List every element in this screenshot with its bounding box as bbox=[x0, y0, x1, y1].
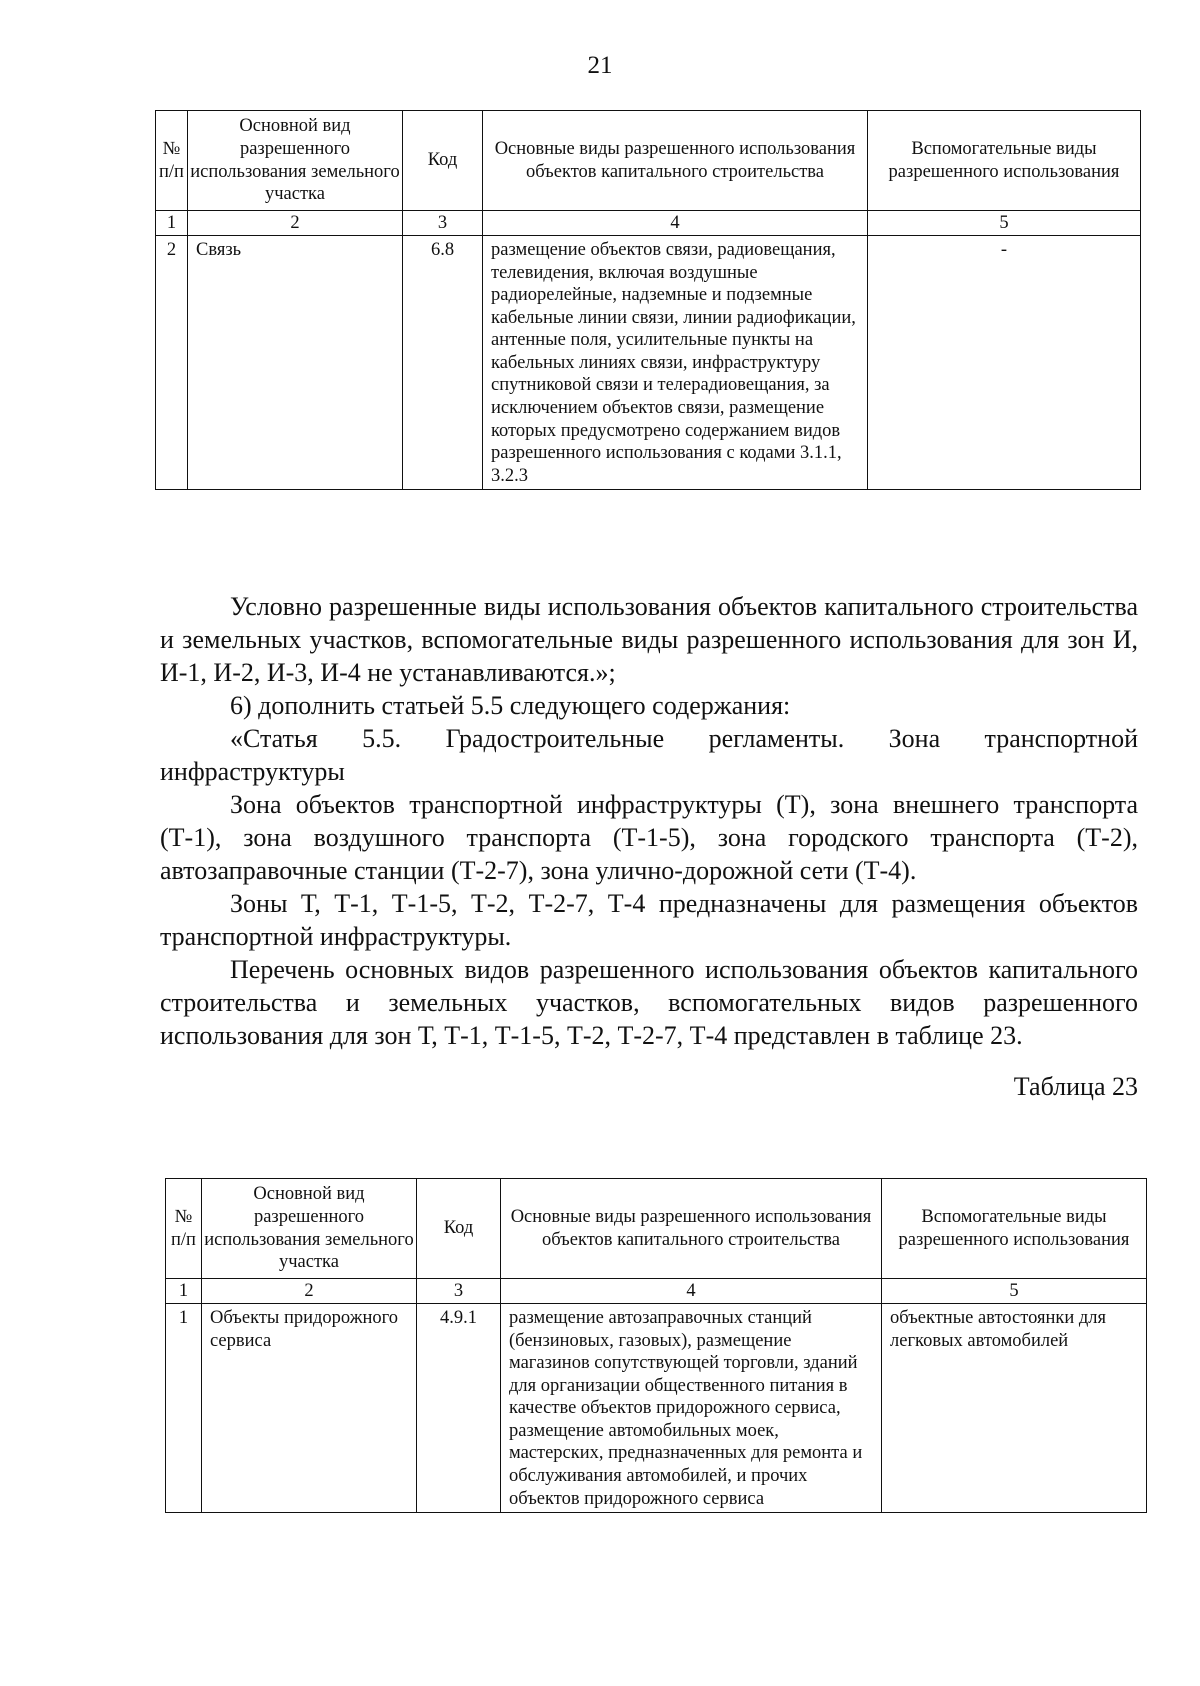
body-text bbox=[160, 590, 1138, 1103]
column-number-row bbox=[166, 1279, 1147, 1304]
column-number: 1 bbox=[156, 211, 188, 236]
header-auxiliary: Вспомогательные виды разрешенного использования bbox=[882, 1179, 1147, 1279]
column-number: 2 bbox=[188, 211, 403, 236]
table-row bbox=[166, 1304, 1147, 1513]
row-auxiliary: объектные автостоянки для легковых автомобилей bbox=[882, 1304, 1147, 1513]
row-code: 6.8 bbox=[403, 236, 483, 490]
row-auxiliary: - bbox=[868, 236, 1141, 490]
header-code: Код bbox=[417, 1179, 501, 1279]
regulation-table-continued bbox=[155, 110, 1141, 490]
header-capital-use: Основные виды разрешенного использования объектов капитального строительства bbox=[501, 1179, 882, 1279]
row-capital-use: размещение объектов связи, радиовещания, телевидения, включая воздушные радиорелейные, надземные и подземные кабельные линии связи, линии радиофикации, антенные поля, усилительные пункты на кабельных линиях связи, инфраструктуру спутниковой связи и телерадиовещания, за исключением объектов связи, размещение которых предусмотрено содержанием видов разрешенного использования с кодами 3.1.1, 3.2.3 bbox=[483, 236, 868, 490]
paragraph: Условно разрешенные виды использования объектов капитального строительства и земельных участков, вспомогательные виды разрешенного использования для зон И, И-1, И-2, И-3, И-4 не устанавливаются.»; bbox=[160, 592, 1138, 687]
header-capital-use: Основные виды разрешенного использования объектов капитального строительства bbox=[483, 111, 868, 211]
row-land-use: Связь bbox=[188, 236, 403, 490]
paragraph: 6) дополнить статьей 5.5 следующего содержания: bbox=[230, 691, 791, 720]
column-number: 1 bbox=[166, 1279, 202, 1304]
column-number: 2 bbox=[202, 1279, 417, 1304]
table-header-row bbox=[156, 111, 1141, 211]
header-code: Код bbox=[403, 111, 483, 211]
column-number-row bbox=[156, 211, 1141, 236]
header-num: № п/п bbox=[166, 1179, 202, 1279]
article-heading: «Статья 5.5. Градостроительные регламенты. Зона транспортной инфраструктуры bbox=[160, 724, 1138, 786]
header-land-use: Основной вид разрешенного использования земельного участка bbox=[188, 111, 403, 211]
row-capital-use: размещение автозаправочных станций (бензиновых, газовых), размещение магазинов сопутствующей торговли, зданий для организации общественного питания в качестве объектов придорожного сервиса, размещение автомобильных моек, мастерских, предназначенных для ремонта и обслуживания автомобилей, и прочих объектов придорожного сервиса bbox=[501, 1304, 882, 1513]
page-number: 21 bbox=[587, 52, 613, 79]
row-num: 2 bbox=[156, 236, 188, 490]
column-number: 3 bbox=[403, 211, 483, 236]
column-number: 5 bbox=[868, 211, 1141, 236]
column-number: 3 bbox=[417, 1279, 501, 1304]
row-land-use: Объекты придорожного сервиса bbox=[202, 1304, 417, 1513]
column-number: 5 bbox=[882, 1279, 1147, 1304]
column-number: 4 bbox=[501, 1279, 882, 1304]
row-num: 1 bbox=[166, 1304, 202, 1513]
paragraph: Перечень основных видов разрешенного использования объектов капитального строительства и земельных участков, вспомогательных видов разрешенного использования для зон Т, Т-1, Т-1-5, Т-2, Т-2-7, Т-4 представлен в таблице 23. bbox=[160, 955, 1138, 1050]
table-caption: Таблица 23 bbox=[1013, 1072, 1138, 1101]
header-auxiliary: Вспомогательные виды разрешенного использования bbox=[868, 111, 1141, 211]
paragraph: Зоны Т, Т-1, Т-1-5, Т-2, Т-2-7, Т-4 предназначены для размещения объектов транспортной инфраструктуры. bbox=[160, 889, 1138, 951]
header-land-use: Основной вид разрешенного использования земельного участка bbox=[202, 1179, 417, 1279]
table-header-row bbox=[166, 1179, 1147, 1279]
table-row bbox=[156, 236, 1141, 490]
header-num: № п/п bbox=[156, 111, 188, 211]
regulation-table-23 bbox=[165, 1178, 1147, 1513]
paragraph: Зона объектов транспортной инфраструктуры (Т), зона внешнего транспорта (Т-1), зона воздушного транспорта (Т-1-5), зона городского транспорта (Т-2), автозаправочные станции (Т-2-7), зона улично-дорожной сети (Т-4). bbox=[160, 790, 1138, 885]
row-code: 4.9.1 bbox=[417, 1304, 501, 1513]
column-number: 4 bbox=[483, 211, 868, 236]
